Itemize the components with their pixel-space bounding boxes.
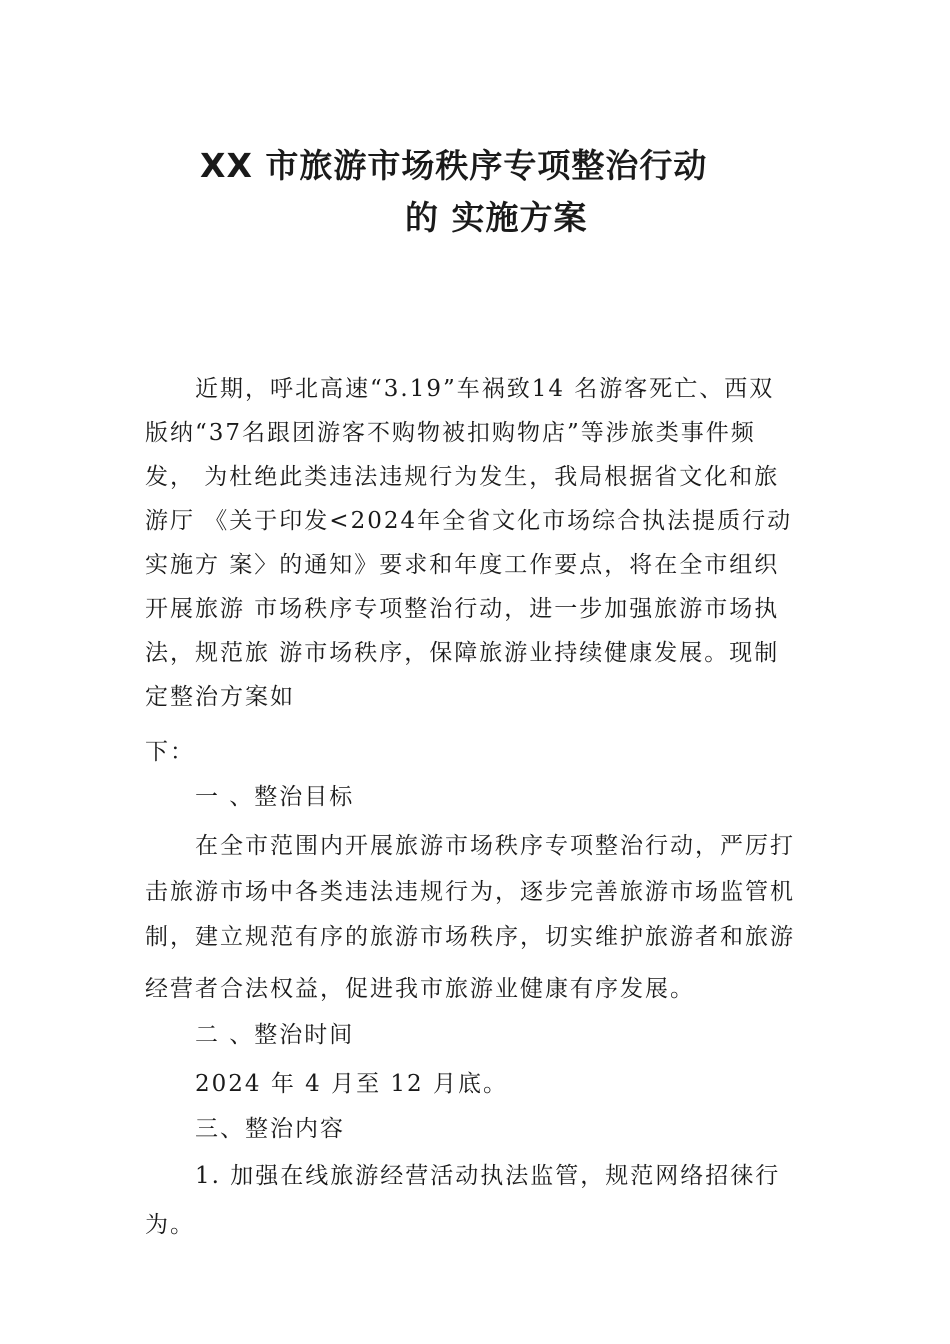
intro-line: 近期，呼北高速“3.19”车祸致14 名游客死亡、西双 [195, 376, 775, 402]
intro-line: 下： [145, 739, 195, 765]
intro-line: 版纳“37名跟团游客不购物被扣购物店”等涉旅类事件频 [145, 420, 756, 446]
section-3-item-1-line: 为。 [145, 1212, 195, 1238]
section-2-text: 2024 年 4 月至 12 月底。 [195, 1071, 508, 1097]
intro-line: 游厅 《关于印发<2024年全省文化市场综合执法提质行动 [145, 508, 793, 534]
section-3-item-1-line: 1. 加强在线旅游经营活动执法监管，规范网络招徕行 [195, 1163, 781, 1189]
intro-line: 开展旅游 市场秩序专项整治行动，进一步加强旅游市场执 [145, 596, 780, 622]
intro-line: 发， 为杜绝此类违法违规行为发生，我局根据省文化和旅 [145, 464, 780, 490]
section-1-line: 击旅游市场中各类违法违规行为，逐步完善旅游市场监管机 [145, 879, 795, 905]
intro-line: 法，规范旅 游市场秩序，保障旅游业持续健康发展。现制 [145, 640, 780, 666]
section-1-line: 制，建立规范有序的旅游市场秩序，切实维护旅游者和旅游 [145, 924, 795, 950]
section-1-line: 在全市范围内开展旅游市场秩序专项整治行动，严厉打 [195, 833, 795, 859]
intro-line: 实施方 案〉的通知》要求和年度工作要点，将在全市组织 [145, 552, 780, 578]
section-3-heading: 三、整治内容 [195, 1116, 345, 1142]
section-2-heading: 二 、整治时间 [195, 1022, 355, 1048]
document-title-line-2: 的 实施方案 [405, 198, 588, 237]
section-1-line: 经营者合法权益，促进我市旅游业健康有序发展。 [145, 976, 695, 1002]
intro-line: 定整治方案如 [145, 684, 295, 710]
document-title-line-1: XX 市旅游市场秩序专项整治行动 [200, 146, 708, 185]
section-1-heading: 一 、整治目标 [195, 784, 355, 810]
